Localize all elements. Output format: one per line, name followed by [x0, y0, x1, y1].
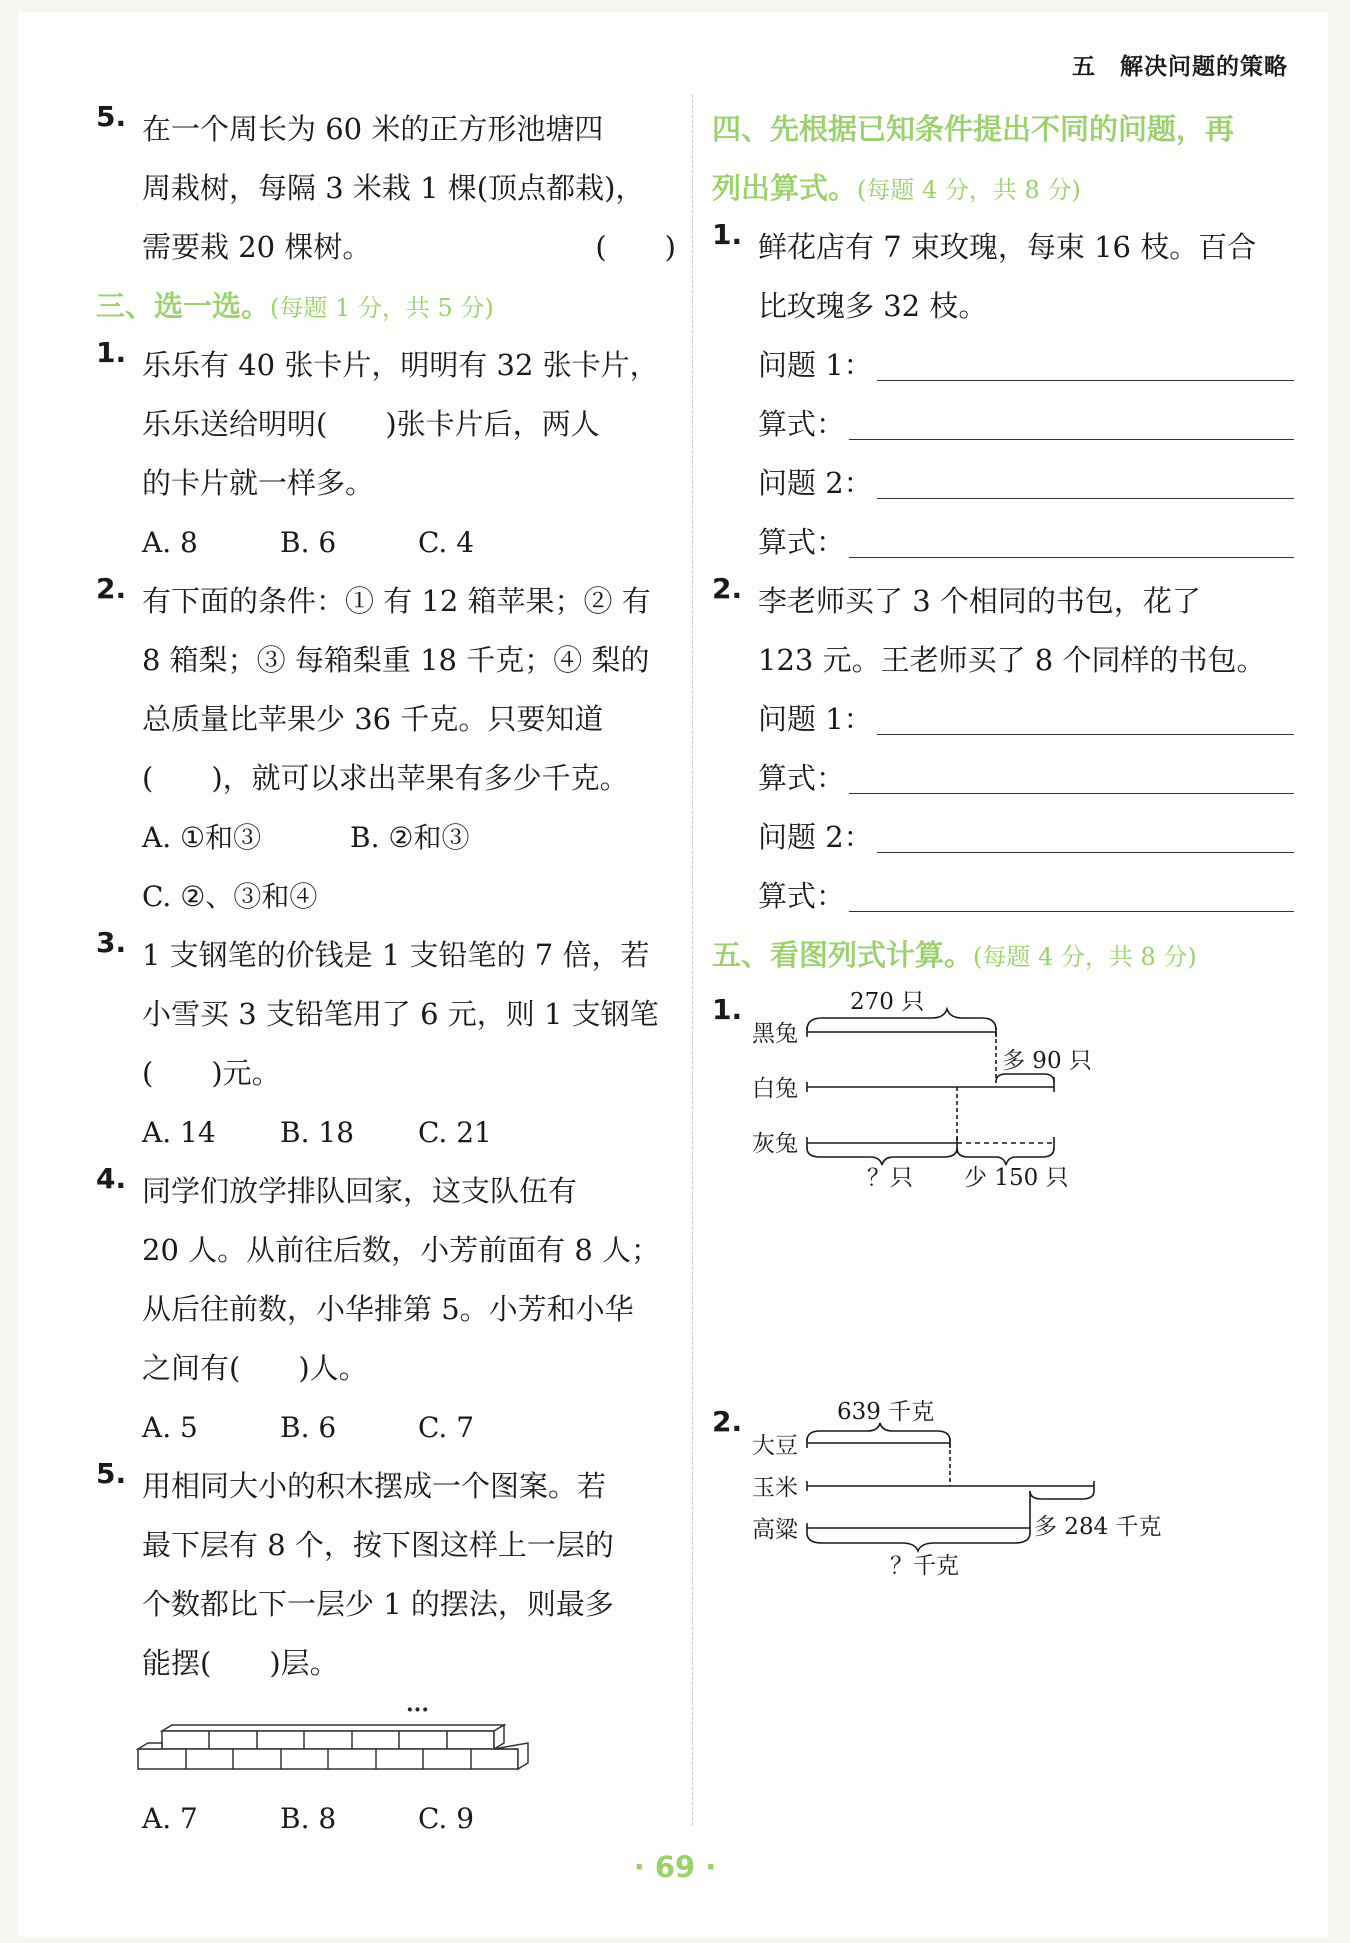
blank-label: 问题 1：: [758, 702, 873, 736]
option-c[interactable]: C. ②、③和④: [142, 880, 318, 913]
column-divider: [692, 95, 693, 1825]
question-1: [96, 336, 676, 572]
answer-blank[interactable]: [758, 395, 1294, 454]
question-number: 1.: [712, 993, 743, 1026]
grain-bar-diagram: [752, 1391, 1212, 1591]
right-column: [712, 100, 1294, 1605]
option-a[interactable]: A. 5: [142, 1411, 198, 1444]
option-b[interactable]: B. 8: [280, 1802, 337, 1835]
question-number: 4.: [96, 1162, 127, 1195]
page-header: 五 解决问题的策略: [1072, 54, 1288, 80]
label-639: 639 千克: [837, 1399, 935, 1425]
question-text: 能摆( )层。: [142, 1646, 339, 1680]
section-note: (每题 4 分，共 8 分): [973, 943, 1197, 971]
question-text: 乐乐有 40 张卡片，明明有 32 张卡片，: [142, 348, 659, 382]
question-text: ( )，就可以求出苹果有多少千克。: [142, 761, 629, 795]
answer-blank[interactable]: [758, 867, 1294, 926]
question-text: 的卡片就一样多。: [142, 466, 375, 500]
blank-label: 算式：: [758, 879, 846, 913]
label-less-150: 少 150 只: [964, 1165, 1069, 1191]
section-note: (每题 1 分，共 5 分): [270, 294, 494, 322]
question-number: 5.: [96, 100, 127, 133]
option-a[interactable]: A. ①和③: [142, 821, 262, 854]
label-more-90: 多 90 只: [1002, 1048, 1092, 1074]
options-row: [142, 513, 676, 572]
question-text: ( )元。: [142, 1056, 281, 1090]
section-note: (每题 4 分，共 8 分): [857, 176, 1081, 204]
left-column: [96, 100, 676, 1848]
option-c[interactable]: C. 9: [418, 1802, 475, 1835]
options-row: [142, 867, 676, 926]
blank-label: 问题 2：: [758, 466, 873, 500]
question-number: 1.: [712, 218, 743, 251]
option-a[interactable]: A. 14: [142, 1116, 216, 1149]
question-number: 1.: [96, 336, 127, 369]
option-b[interactable]: B. ②和③: [350, 821, 470, 854]
question-number: 3.: [96, 926, 127, 959]
ellipsis-dots: ···: [406, 1697, 429, 1723]
block-stack-figure: [96, 1693, 630, 1789]
question-2: [712, 572, 1294, 926]
question-text: 20 人。从前往后数，小芳前面有 8 人；: [142, 1233, 661, 1267]
section-title: 三、选一选。: [96, 289, 271, 323]
options-row: [142, 1789, 676, 1848]
section-5-title: [712, 926, 1294, 985]
label-more-284: 多 284 千克: [1034, 1514, 1162, 1540]
brace-question: [807, 1148, 957, 1165]
section-title: 五、看图列式计算。: [712, 938, 974, 972]
section-title: 列出算式。: [712, 171, 858, 205]
question-number: 2.: [96, 572, 127, 605]
brace-639: [807, 1423, 950, 1441]
question-text: 同学们放学排队回家，这支队伍有: [142, 1174, 578, 1208]
page-number: · 69 ·: [633, 1850, 717, 1884]
top-row-front: [162, 1731, 494, 1749]
question-4: [96, 1162, 676, 1457]
label-question: ？千克: [890, 1553, 959, 1579]
section-3-title: [96, 277, 676, 336]
blank-label: 算式：: [758, 407, 846, 441]
rabbit-bar-diagram: [752, 985, 1152, 1215]
brace-question: [807, 1533, 1030, 1551]
option-b[interactable]: B. 6: [280, 1411, 337, 1444]
question-text: 从后往前数，小华排第 5。小芳和小华: [142, 1292, 634, 1326]
question-text: 需要栽 20 棵树。: [142, 230, 372, 264]
question-5-prev: [96, 100, 676, 277]
option-c[interactable]: C. 7: [418, 1411, 475, 1444]
question-1: [712, 218, 1294, 572]
question-text: 1 支钢笔的价钱是 1 支铅笔的 7 倍，若: [142, 938, 650, 972]
options-row: [142, 1103, 676, 1162]
figure-question-1: [712, 985, 1294, 1405]
option-b[interactable]: B. 18: [280, 1116, 355, 1149]
figure-question-2: [712, 1399, 1294, 1605]
question-text: 周栽树，每隔 3 米栽 1 棵(顶点都栽)，: [142, 171, 645, 205]
option-b[interactable]: B. 6: [280, 526, 337, 559]
brace-more-284: [1030, 1491, 1094, 1499]
question-text: 123 元。王老师买了 8 个同样的书包。: [758, 643, 1266, 677]
answer-blank[interactable]: [758, 336, 1294, 395]
option-c[interactable]: C. 21: [418, 1116, 492, 1149]
option-c[interactable]: C. 4: [418, 526, 475, 559]
answer-blank[interactable]: [758, 808, 1294, 867]
blank-label: 算式：: [758, 525, 846, 559]
question-text-row: [142, 218, 676, 277]
label-question: ？只: [867, 1165, 913, 1191]
question-text: 个数都比下一层少 1 的摆法，则最多: [142, 1587, 614, 1621]
top-row-top-face: [162, 1725, 504, 1731]
blank-label: 问题 1：: [758, 348, 873, 382]
question-text: 8 箱梨；③ 每箱梨重 18 千克；④ 梨的: [142, 643, 650, 677]
question-text: 小雪买 3 支铅笔用了 6 元，则 1 支钢笔: [142, 997, 659, 1031]
label-soybean: 大豆: [752, 1433, 798, 1459]
blank-label: 问题 2：: [758, 820, 873, 854]
label-sorghum: 高粱: [752, 1517, 798, 1543]
blank-label: 算式：: [758, 761, 846, 795]
label-270: 270 只: [850, 989, 925, 1015]
label-white-rabbit: 白兔: [752, 1076, 798, 1102]
question-3: [96, 926, 676, 1162]
label-black-rabbit: 黑兔: [752, 1021, 798, 1047]
answer-blank[interactable]: [758, 513, 1294, 572]
options-row: [142, 808, 676, 867]
brace-less-150: [957, 1148, 1054, 1165]
question-number: 5.: [96, 1457, 127, 1490]
section-4-title-line1: 四、先根据已知条件提出不同的问题，再: [712, 112, 1235, 146]
question-number: 2.: [712, 1405, 743, 1438]
brace-more-90: [996, 1074, 1054, 1082]
question-number: 2.: [712, 572, 743, 605]
question-text: 用相同大小的积木摆成一个图案。若: [142, 1469, 607, 1503]
label-gray-rabbit: 灰兔: [752, 1131, 798, 1157]
question-text: 鲜花店有 7 束玫瑰，每束 16 枝。百合: [758, 230, 1257, 264]
question-text: 乐乐送给明明( )张卡片后，两人: [142, 407, 600, 441]
options-row: [142, 1398, 676, 1457]
answer-blank[interactable]: [758, 749, 1294, 808]
answer-blank[interactable]: [758, 690, 1294, 749]
question-text: 最下层有 8 个，按下图这样上一层的: [142, 1528, 614, 1562]
question-text: 比玫瑰多 32 枝。: [758, 289, 988, 323]
question-5: [96, 1457, 676, 1848]
question-text: 在一个周长为 60 米的正方形池塘四: [142, 112, 604, 146]
option-a[interactable]: A. 8: [142, 526, 198, 559]
answer-blank[interactable]: [758, 454, 1294, 513]
question-text: 总质量比苹果少 36 千克。只要知道: [142, 702, 604, 736]
section-4-title-line2: [712, 159, 1294, 218]
question-2: [96, 572, 676, 926]
label-corn: 玉米: [752, 1475, 798, 1501]
option-a[interactable]: A. 7: [142, 1802, 198, 1835]
question-text: 之间有( )人。: [142, 1351, 368, 1385]
question-text: 李老师买了 3 个相同的书包，花了: [758, 584, 1201, 618]
answer-parentheses[interactable]: ( ): [595, 230, 676, 264]
question-text: 有下面的条件：① 有 12 箱苹果；② 有: [142, 584, 651, 618]
